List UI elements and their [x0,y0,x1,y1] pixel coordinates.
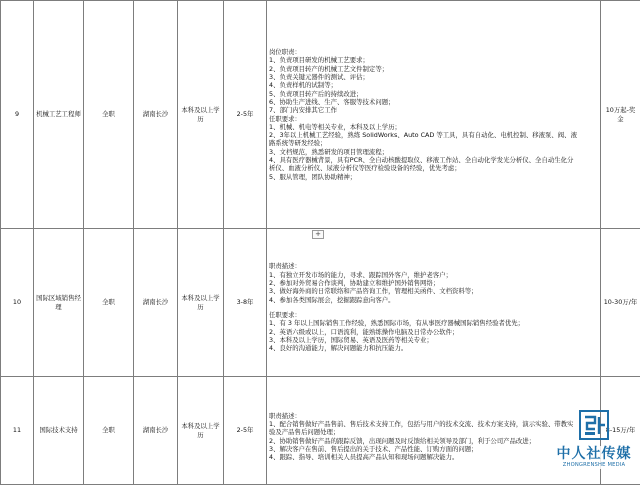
desc-line: 1、负责项目研发的机械工艺要求； [269,56,598,64]
desc-line: 1、机械、机电等相关专业，本科及以上学历； [269,123,598,131]
desc-line: 析仪、血液分析仪、尿液分析仪等医疗检验设备的经验，优先考虑； [269,164,598,172]
table-row [1,377,640,485]
job-description [267,1,601,229]
desc-line: 岗位职责： [269,48,598,56]
job-location: 湖南长沙 [134,229,178,377]
job-education: 本科及以上学历 [178,377,224,485]
job-type: 全职 [84,1,134,229]
job-salary: 8-15万/年 [601,377,640,485]
table-row [1,1,640,229]
desc-line: 3、负责关键元器件的测试、评估； [269,73,598,81]
job-location: 湖南长沙 [134,1,178,229]
desc-line: 职责描述： [269,412,598,420]
job-salary: 10万起-奖金 [601,1,640,229]
desc-line: 4、具有医疗器械背景，具有PCR、全自动核酸提取仪、移液工作站、全自动化学发光分析仪、全自动生化分 [269,156,598,164]
job-experience: 2-5年 [224,1,267,229]
add-row-handle[interactable]: + [312,230,324,239]
desc-line: 职责描述： [269,262,598,270]
desc-line: 6、协助生产进线、生产、客服等技术问题； [269,98,598,106]
desc-line: 4、负责样机的试制等； [269,81,598,89]
job-type: 全职 [84,229,134,377]
job-title: 国际技术支持 [34,377,84,485]
desc-line: 3、文档规范，熟悉研发的项目管理流程； [269,148,598,156]
table-row [1,229,640,377]
desc-line: 2、协助销售做好产品的跟踪反馈，出现问题及时反馈给相关领导及部门，利于公司产品改进； [269,437,598,445]
desc-line: 4、良好的沟通能力，解决问题能力和抗压能力。 [269,344,598,352]
brand-name-cn: 中人社传媒 [551,446,637,462]
desc-line: 7、部门内安排其它工作 [269,106,598,114]
job-experience: 3-8年 [224,229,267,377]
job-title: 机械工艺工程师 [34,1,84,229]
job-number: 10 [1,229,34,377]
desc-line: 1、有 3 年以上国际销售工作经验，熟悉国际市场，有从事医疗器械国际销售经验者优先； [269,319,598,327]
desc-line: 任职要求： [269,115,598,123]
job-location: 湖南长沙 [134,377,178,485]
desc-line: 3、解决客户在售前、售后提出的关于技术、产品性能、订购方面的问题； [269,445,598,453]
desc-line: 3、本科及以上学历，国际贸易、英语及医药等相关专业； [269,336,598,344]
brand-logo-icon [577,408,611,442]
desc-line: 5、服从管理，团队协助精神； [269,173,598,181]
desc-line: 1、配合销售做好产品售前、售后技术支持工作，包括与用户的技术交流、技术方案支持，演示实验、带教实 [269,420,598,428]
desc-line: 2、英语六级或以上，口语流利，能熟练操作电脑及日常办公软件； [269,328,598,336]
watermark-logo [551,408,637,478]
brand-name-en: ZHONGRENSHE MEDIA [551,462,637,469]
desc-spacer [269,304,598,311]
job-salary: 10-30万/年 [601,229,640,377]
desc-line: 4、参加各类国际展会，挖掘跟踪意向客户。 [269,296,598,304]
job-experience: 2-5年 [224,377,267,485]
job-description [267,229,601,377]
desc-line: 4、跟踪、指导、培训相关人员提高产品认知和现场问题解决能力。 [269,453,598,461]
job-number: 9 [1,1,34,229]
job-type: 全职 [84,377,134,485]
job-title: 国际区域销售经理 [34,229,84,377]
desc-line: 路系统等研发经验； [269,139,598,147]
desc-line: 任职要求： [269,311,598,319]
desc-line: 2、参加对外贸易合作谈判，协助建立和维护国外销售网络； [269,279,598,287]
desc-line: 2、3年以上机械工艺经验，熟练 SolidWorks、Auto CAD 等工具，具有自动化、电机控制、移液泵、阀、液 [269,131,598,139]
desc-line: 3、做好海外商的日常联络和产品咨询工作，管理相关函件、文档资料等； [269,287,598,295]
job-number: 11 [1,377,34,485]
desc-line: 验及产品售后问题处理； [269,428,598,436]
desc-line: 2、负责项目转产的机械工艺文件制定等； [269,65,598,73]
job-education: 本科及以上学历 [178,229,224,377]
desc-line: 1、有独立开发市场的能力，寻求、跟踪国外客户，维护老客户； [269,271,598,279]
desc-line: 5、负责项目转产后的持续改进； [269,90,598,98]
job-education: 本科及以上学历 [178,1,224,229]
